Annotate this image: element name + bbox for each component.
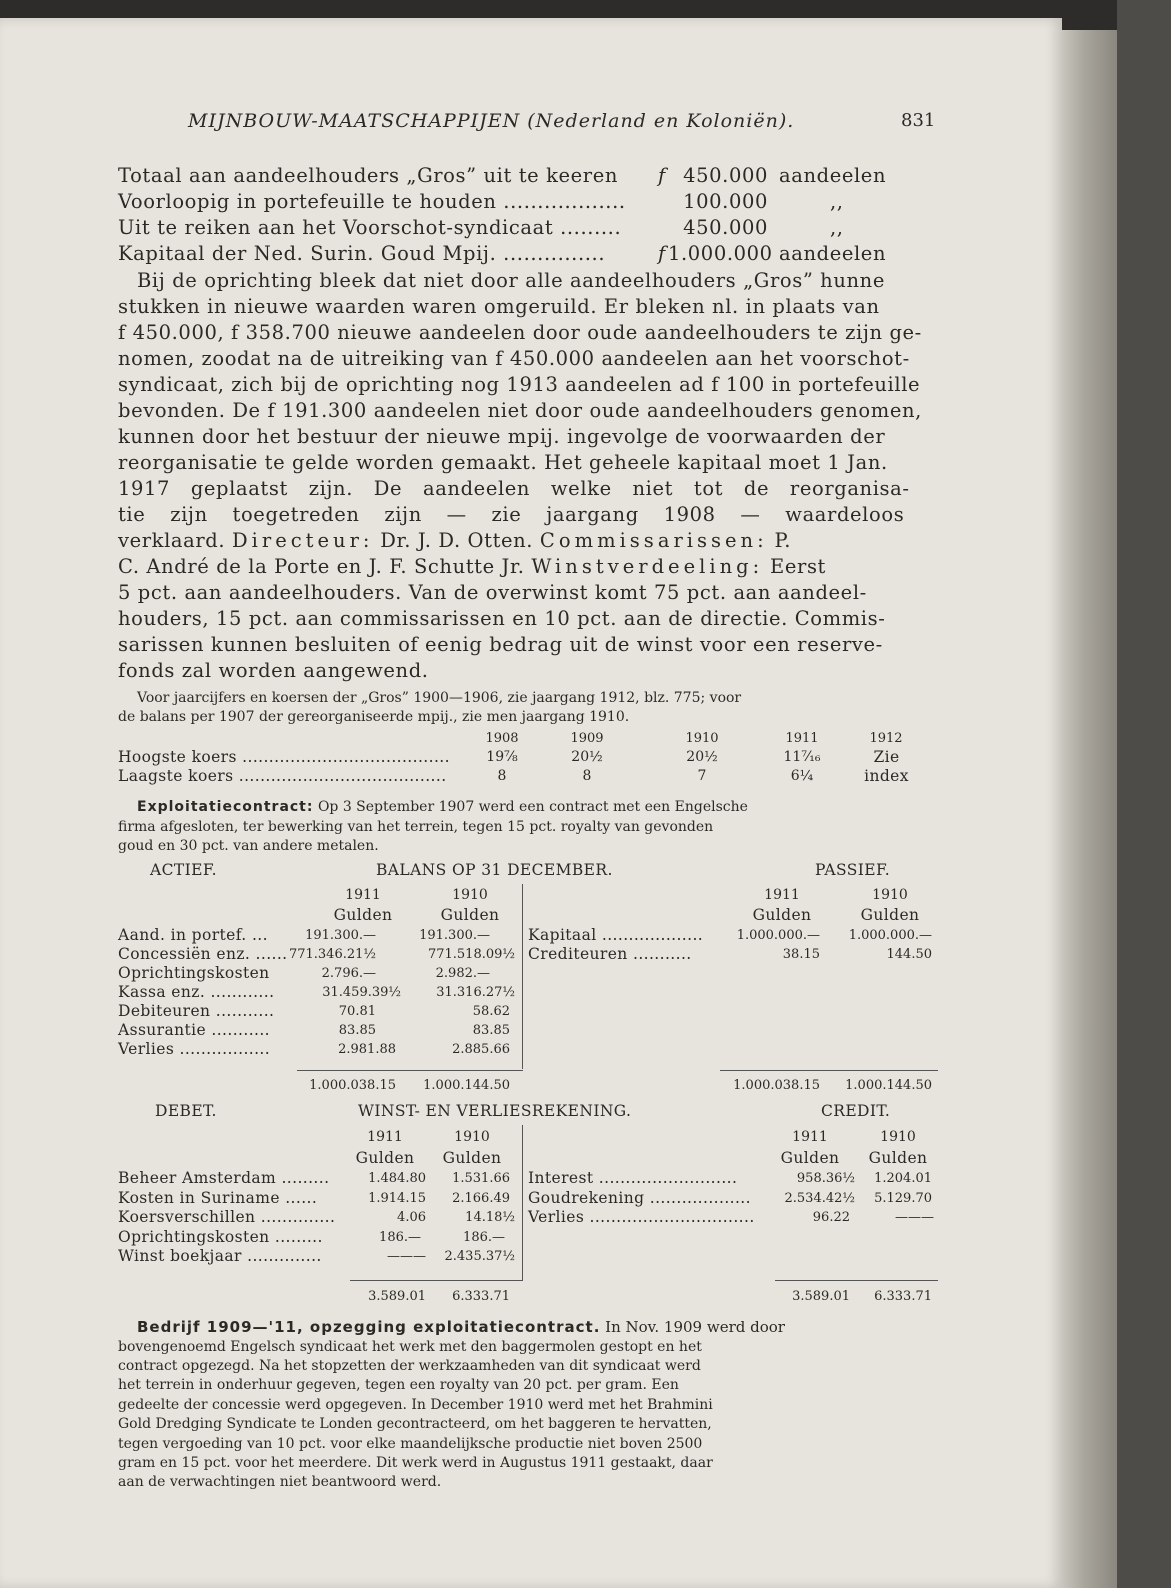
bedrijf-heading: Bedrijf 1909—'11, opzegging exploitatiecontract. xyxy=(137,1318,601,1336)
asset-1910: 771.518.09½ xyxy=(427,947,515,962)
capital-label: Totaal aan aandeelhouders „Gros” uit te keeren xyxy=(118,164,619,187)
total-assets-1910: 1.000.144.50 xyxy=(423,1078,510,1093)
koers-value: index xyxy=(864,767,909,785)
bedrijf-line: Gold Dredging Syndicate te Londen gecontracteerd, om het baggeren te hervatten, xyxy=(118,1416,712,1432)
exploitatie-line: goud en 30 pct. van andere metalen. xyxy=(118,838,379,854)
debet-1911: 186.— xyxy=(379,1230,421,1245)
credit-1911: 2.534.42½ xyxy=(784,1191,855,1206)
capital-unit: ,, xyxy=(830,190,844,213)
asset-label: Oprichtingskosten xyxy=(118,964,270,982)
paragraph-line xyxy=(118,555,826,578)
capital-label: Kapitaal der Ned. Surin. Goud Mpij. ............... xyxy=(118,242,606,265)
koers-value: 11⁷⁄₁₆ xyxy=(783,749,821,765)
paragraph-line: bevonden. De f 191.300 aandeelen niet door oude aandeelhouders genomen, xyxy=(118,399,922,422)
asset-1910: 58.62 xyxy=(472,1004,510,1019)
label-winstverdeeling: Winstverdeeling: xyxy=(531,555,764,578)
debet-1911: ——— xyxy=(387,1249,426,1264)
column-divider xyxy=(522,884,523,1069)
paragraph-line xyxy=(118,529,791,552)
unit-header: Gulden xyxy=(442,1149,502,1167)
total-assets-1911: 1.000.038.15 xyxy=(309,1078,396,1093)
paragraph-line: houders, 15 pct. aan commissarissen en 10 pct. aan de directie. Commis- xyxy=(118,607,886,630)
paragraph-line: reorganisatie te gelde worden gemaakt. Het geheele kapitaal moet 1 Jan. xyxy=(118,451,888,474)
debet-label: Beheer Amsterdam ......... xyxy=(118,1169,330,1187)
unit-header: Gulden xyxy=(440,906,500,924)
koers-value: 8 xyxy=(582,768,592,784)
asset-1911: 771.346.21½ xyxy=(288,947,376,962)
koers-value: 7 xyxy=(697,768,707,784)
year-header: 1908 xyxy=(485,731,519,746)
label-commissarissen: Commissarissen: xyxy=(539,529,768,552)
liability-1911: 38.15 xyxy=(782,947,820,962)
bedrijf-line: tegen vergoeding van 10 pct. voor elke maandelijksche productie niet boven 2500 xyxy=(118,1436,703,1452)
capital-amount: 450.000 xyxy=(683,164,768,187)
text: In Nov. 1909 werd door xyxy=(605,1318,785,1336)
bedrijf-line: het terrein in onderhuur gegeven, tegen een royalty van 20 pct. per gram. Een xyxy=(118,1377,679,1393)
koers-note-line: de balans per 1907 der gereorganiseerde mpij., zie men jaargang 1910. xyxy=(118,709,630,725)
asset-1910: 2.885.66 xyxy=(452,1042,510,1057)
total-rule xyxy=(350,1280,522,1281)
paragraph-line: Bij de oprichting bleek dat niet door alle aandeelhouders „Gros” hunne xyxy=(137,269,885,292)
year-header: 1909 xyxy=(570,731,604,746)
liability-1911: 1.000.000.— xyxy=(736,928,820,943)
text: C. André de la Porte en J. F. Schutte Jr. xyxy=(118,555,525,578)
year-header: 1910 xyxy=(872,887,908,903)
book-page-edges xyxy=(1062,30,1117,1588)
paragraph-line: f 450.000, f 358.700 nieuwe aandeelen door oude aandeelhouders te zijn ge- xyxy=(118,321,922,344)
credit-1910: 1.204.01 xyxy=(874,1171,932,1186)
paragraph-line: syndicaat, zich bij de oprichting nog 1913 aandeelen ad f 100 in portefeuille xyxy=(118,373,921,396)
debet-1911: 1.484.80 xyxy=(368,1171,426,1186)
paragraph-line: 5 pct. aan aandeelhouders. Van de overwinst komt 75 pct. aan aandeel- xyxy=(118,581,867,604)
liability-label: Kapitaal ................... xyxy=(528,926,704,944)
bedrijf-line: aan de verwachtingen niet beantwoord werd. xyxy=(118,1474,442,1490)
exploitatie-heading: Exploitatiecontract: xyxy=(137,799,314,815)
credit-label: Verlies ............................... xyxy=(528,1208,755,1226)
debet-label: Koersverschillen .............. xyxy=(118,1208,336,1226)
debet-1911: 4.06 xyxy=(397,1210,426,1225)
total-debet-1910: 6.333.71 xyxy=(452,1289,510,1304)
column-divider xyxy=(522,1125,523,1281)
year-header: 1911 xyxy=(785,731,819,746)
text: Eerst xyxy=(770,555,826,578)
year-header: 1912 xyxy=(869,731,903,746)
liability-1910: 1.000.000.— xyxy=(848,928,932,943)
credit-label: Interest .......................... xyxy=(528,1169,738,1187)
year-header: 1911 xyxy=(792,1129,828,1145)
balans-title: BALANS OP 31 DECEMBER. xyxy=(376,861,613,879)
asset-label: Assurantie ........... xyxy=(118,1021,271,1039)
asset-1911: 191.300.— xyxy=(305,928,376,943)
credit-1911: 96.22 xyxy=(812,1210,850,1225)
total-credit-1911: 3.589.01 xyxy=(792,1289,850,1304)
bedrijf-line xyxy=(137,1318,785,1336)
capital-currency: f xyxy=(658,164,666,187)
koers-row-label: Hoogste koers ....................................... xyxy=(118,748,450,766)
year-header: 1910 xyxy=(880,1129,916,1145)
text: Dr. J. D. Otten. xyxy=(380,529,534,552)
asset-label: Aand. in portef. ... xyxy=(118,926,268,944)
paragraph-line: tie zijn toegetreden zijn — zie jaargang 1908 — waardeloos xyxy=(118,503,905,526)
unit-header: Gulden xyxy=(355,1149,415,1167)
total-rule xyxy=(775,1280,938,1281)
asset-1911: 83.85 xyxy=(338,1023,376,1038)
text: Op 3 September 1907 werd een contract met een Engelsche xyxy=(317,799,748,815)
total-liab-1911: 1.000.038.15 xyxy=(733,1078,820,1093)
capital-amount: 1.000.000 xyxy=(668,242,773,265)
capital-label: Uit te reiken aan het Voorschot-syndicaat ......... xyxy=(118,216,622,239)
koers-row-label: Laagste koers ....................................... xyxy=(118,767,447,785)
debet-1910: 1.531.66 xyxy=(452,1171,510,1186)
koers-value: 19⅞ xyxy=(486,749,518,765)
unit-header: Gulden xyxy=(780,1149,840,1167)
balans-left-title: ACTIEF. xyxy=(150,861,217,879)
balans-right-title: PASSIEF. xyxy=(815,861,891,879)
total-rule xyxy=(720,1070,938,1071)
debet-1910: 2.435.37½ xyxy=(444,1249,515,1264)
koers-value: 20½ xyxy=(571,749,603,765)
asset-1910: 83.85 xyxy=(472,1023,510,1038)
total-liab-1910: 1.000.144.50 xyxy=(845,1078,932,1093)
asset-1911: 2.796.— xyxy=(321,966,376,981)
credit-1911: 958.36½ xyxy=(796,1171,855,1186)
unit-header: Gulden xyxy=(333,906,393,924)
total-credit-1910: 6.333.71 xyxy=(874,1289,932,1304)
year-header: 1911 xyxy=(764,887,800,903)
debet-1910: 14.18½ xyxy=(465,1210,515,1225)
year-header: 1910 xyxy=(685,731,719,746)
paragraph-line: fonds zal worden aangewend. xyxy=(118,659,429,682)
bedrijf-line: contract opgezegd. Na het stopzetten der werkzaamheden van dit syndicaat werd xyxy=(118,1358,701,1374)
capital-label: Voorloopig in portefeuille te houden .................. xyxy=(118,190,626,213)
credit-1910: 5.129.70 xyxy=(874,1191,932,1206)
paragraph-line: nomen, zoodat na de uitreiking van f 450.000 aandeelen aan het voorschot- xyxy=(118,347,910,370)
year-header: 1910 xyxy=(452,887,488,903)
exploitatie-line xyxy=(137,799,748,815)
koers-value: 8 xyxy=(497,768,507,784)
paragraph-line: sarissen kunnen besluiten of eenig bedrag uit de winst voor een reserve- xyxy=(118,633,883,656)
asset-1910: 2.982.— xyxy=(435,966,490,981)
credit-label: Goudrekening ................... xyxy=(528,1189,751,1207)
debet-1910: 2.166.49 xyxy=(452,1191,510,1206)
bedrijf-line: bovengenoemd Engelsch syndicaat het werk met den baggermolen gestopt en het xyxy=(118,1339,702,1355)
capital-amount: 450.000 xyxy=(683,216,768,239)
paragraph-line: kunnen door het bestuur der nieuwe mpij. ingevolge de voorwaarden der xyxy=(118,425,886,448)
year-header: 1911 xyxy=(367,1129,403,1145)
text: verklaard. xyxy=(118,529,226,552)
unit-header: Gulden xyxy=(868,1149,928,1167)
unit-header: Gulden xyxy=(752,906,812,924)
unit-header: Gulden xyxy=(860,906,920,924)
winst-left-title: DEBET. xyxy=(155,1102,217,1120)
capital-amount: 100.000 xyxy=(683,190,768,213)
label-directeur: Directeur: xyxy=(232,529,374,552)
capital-unit: ,, xyxy=(830,216,844,239)
asset-label: Concessiën enz. ...... xyxy=(118,945,288,963)
winst-title: WINST- EN VERLIESREKENING. xyxy=(358,1102,632,1120)
debet-1911: 1.914.15 xyxy=(368,1191,426,1206)
text: P. xyxy=(774,529,792,552)
debet-label: Kosten in Suriname ...... xyxy=(118,1189,318,1207)
page-number: 831 xyxy=(901,110,936,131)
asset-1911: 31.459.39½ xyxy=(322,985,401,1000)
debet-label: Oprichtingskosten ......... xyxy=(118,1228,323,1246)
scan-dark-edge xyxy=(1117,0,1171,1588)
asset-label: Debiteuren ........... xyxy=(118,1002,275,1020)
running-title: MIJNBOUW-MAATSCHAPPIJEN (Nederland en Koloniën). xyxy=(188,110,795,132)
year-header: 1910 xyxy=(454,1129,490,1145)
debet-1910: 186.— xyxy=(463,1230,505,1245)
koers-note-line: Voor jaarcijfers en koersen der „Gros” 1900—1906, zie jaargang 1912, blz. 775; voor xyxy=(137,690,742,706)
total-debet-1911: 3.589.01 xyxy=(368,1289,426,1304)
capital-currency: f xyxy=(658,242,666,265)
total-rule xyxy=(297,1070,523,1071)
exploitatie-line: firma afgesloten, ter bewerking van het terrein, tegen 15 pct. royalty van gevonden xyxy=(118,819,714,835)
debet-label: Winst boekjaar .............. xyxy=(118,1247,322,1265)
asset-1911: 70.81 xyxy=(338,1004,376,1019)
paragraph-line: stukken in nieuwe waarden waren omgeruild. Er bleken nl. in plaats van xyxy=(118,295,880,318)
asset-1910: 191.300.— xyxy=(419,928,490,943)
year-header: 1911 xyxy=(345,887,381,903)
winst-right-title: CREDIT. xyxy=(821,1102,891,1120)
asset-label: Kassa enz. ............ xyxy=(118,983,275,1001)
capital-unit: aandeelen xyxy=(779,164,887,187)
asset-label: Verlies ................. xyxy=(118,1040,271,1058)
koers-value: 20½ xyxy=(686,749,718,765)
bedrijf-line: gram en 15 pct. voor het meerdere. Dit werk werd in Augustus 1911 gestaakt, daar xyxy=(118,1455,713,1471)
asset-1911: 2.981.88 xyxy=(338,1042,396,1057)
paragraph-line: 1917 geplaatst zijn. De aandeelen welke niet tot de reorganisa- xyxy=(118,477,910,500)
koers-value: Zie xyxy=(873,748,900,766)
liability-label: Crediteuren ........... xyxy=(528,945,692,963)
asset-1910: 31.316.27½ xyxy=(436,985,515,1000)
credit-1910: ——— xyxy=(895,1210,934,1225)
bedrijf-line: gedeelte der concessie werd opgegeven. In December 1910 werd met het Brahmini xyxy=(118,1397,713,1413)
koers-value: 6¼ xyxy=(790,768,814,784)
liability-1910: 144.50 xyxy=(886,947,932,962)
capital-unit: aandeelen xyxy=(779,242,887,265)
